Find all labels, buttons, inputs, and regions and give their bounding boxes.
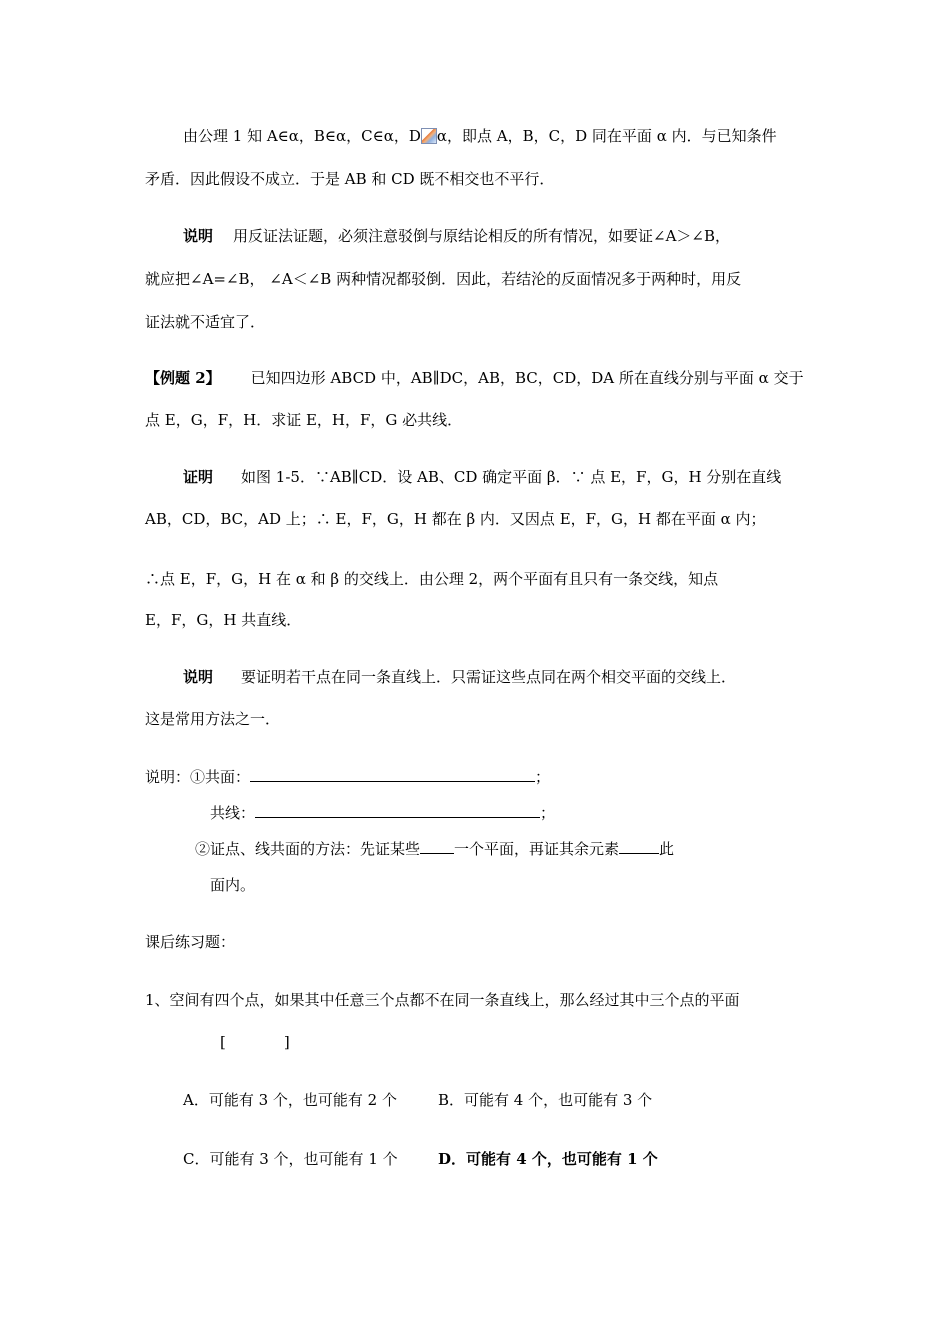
note1-line3: 证法就不适宜了． [145,313,266,331]
section1-line1 [183,126,777,146]
section1-line1-a: 由公理 1 知 A∈α，B∈α，C∈α，D [183,127,421,145]
note2-text1: 要证明若干点在同一条直线上．只需证这些点同在两个相交平面的交线上． [241,668,737,686]
proof-line3: ∴点 E，F，G，H 在 α 和 β 的交线上．由公理 2，两个平面有且只有一条交线，知点 [145,570,719,588]
method-text-b: 一个平面，再证其余元素 [454,840,620,858]
section1-line2: 矛盾．因此假设不成立．于是 AB 和 CD 既不相交也不平行． [145,170,555,188]
proof-line2: AB，CD，BC，AD 上；∴ E，F，G，H 都在 β 内．又因点 E，F，G，H 都在平面 α 内； [145,510,766,528]
exercises-heading: 课后练习题： [145,933,236,951]
not-subset-icon [421,128,437,144]
note1-line2: 就应把∠A=∠B， ∠A＜∠B 两种情况都驳倒．因此，若结沦的反面情况多于两种时，用反 [145,270,742,288]
summary-line2 [210,803,555,823]
q1-option-c[interactable]: C．可能有 3 个，也可能有 1 个 [183,1150,398,1168]
summary-line1 [145,767,550,787]
summary-line3 [195,839,674,859]
bracket-open: [ [220,1033,226,1051]
method-blank-2[interactable] [619,839,659,854]
q1-option-d[interactable]: D．可能有 4 个，也可能有 1 个 [438,1150,658,1168]
summary-line4: 面内。 [210,876,256,894]
collinear-label: 共线： [210,804,256,822]
example2-line1 [145,368,804,388]
collinear-blank[interactable] [255,803,540,818]
method-blank-1[interactable] [420,839,454,854]
section1-line1-b: α，即点 A，B，C，D 同在平面 α 内．与已知条件 [436,127,777,145]
note2-line1 [183,667,736,687]
note1-text1: 用反证法证题，必须注意驳倒与原结论相反的所有情况，如要证∠A＞∠B， [233,227,731,245]
note2-label: 说明 [183,668,214,686]
coplanar-blank[interactable] [250,767,535,782]
note1-label: 说明 [183,227,214,245]
coplanar-label: 说明：①共面： [145,768,251,786]
q1-option-a[interactable]: A．可能有 3 个，也可能有 2 个 [183,1091,397,1109]
example2-label: 【例题 2】 [145,369,221,387]
collinear-end: ； [540,804,556,822]
note2-line2: 这是常用方法之一． [145,710,281,728]
coplanar-end: ； [535,768,551,786]
method-text-a: ②证点、线共面的方法：先证某些 [195,840,421,858]
q1-answer-bracket [220,1032,290,1052]
proof-line1 [183,467,781,487]
proof-line4: E，F，G，H 共直线． [145,611,302,629]
note1-line1 [183,226,730,246]
example2-line2: 点 E，G，F，H．求证 E，H，F，G 必共线． [145,411,463,429]
proof-label: 证明 [183,468,214,486]
proof-text1: 如图 1-5．∵AB∥CD．设 AB、CD 确定平面 β．∵ 点 E，F，G，H 分别在直线 [241,468,782,486]
example2-text1: 已知四边形 ABCD 中，AB∥DC，AB，BC，CD，DA 所在直线分别与平面 α 交于 [250,369,804,387]
q1-stem: 1、空间有四个点，如果其中任意三个点都不在同一条直线上，那么经过其中三个点的平面 [145,991,740,1009]
method-text-c: 此 [659,840,675,858]
bracket-close: ] [283,1033,290,1051]
q1-option-b[interactable]: B．可能有 4 个，也可能有 3 个 [438,1091,653,1109]
